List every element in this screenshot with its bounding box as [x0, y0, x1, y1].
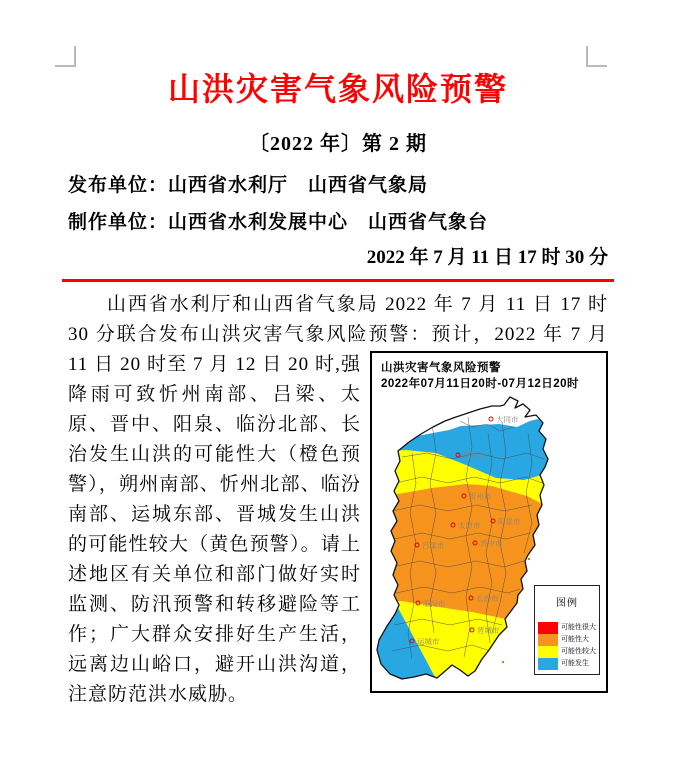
- red-divider: [62, 279, 614, 282]
- risk-map-figure: [370, 351, 608, 693]
- producer-value: 山西省水利发展中心 山西省气象台: [168, 212, 489, 233]
- city-label: 运城市: [417, 637, 440, 646]
- legend-swatch-blue: [538, 658, 558, 670]
- publisher-label: 发布单位：: [68, 175, 169, 196]
- legend-label: 可能性较大: [561, 648, 596, 655]
- city-label: 大同市: [496, 415, 519, 424]
- issue-number: 〔2022 年〕第 2 期: [249, 133, 427, 155]
- map-title: 山洪灾害气象风险预警: [381, 362, 501, 374]
- producer-line: [68, 210, 608, 236]
- city-label: 忻州市: [469, 492, 492, 501]
- text-boundary-mark-top-right: [586, 46, 607, 67]
- city-label: 临汾市: [423, 599, 446, 608]
- body-paragraph: [68, 290, 608, 710]
- city-label: 长治市: [476, 594, 499, 603]
- document-title: 山洪灾害气象风险预警: [167, 71, 508, 107]
- legend-swatch-yellow: [538, 646, 558, 658]
- map-legend: [534, 585, 600, 675]
- body-text-part2: 20 时至 7 月 12 日 20 时,强降雨可致忻州南部、吕梁、太原、晋中、阳泉、临汾北部、长治发生山洪的可能性大（橙色预警），朔州南部、忻州北部、临汾南部、运城东部、晋城发生山洪的可能性较大（黄色预警）。请上述地区有关单位和部门做好实时监测、防汛预警和转移避险等工作；广大群众安排好生产生活，远离边山峪口，避开山洪沟道，注意防范洪水威胁。: [68, 354, 361, 705]
- city-label: 阳泉市: [498, 517, 521, 526]
- legend-label: 可能发生: [561, 660, 589, 667]
- map-period: 2022年07月11日20时-07月12日20时: [381, 378, 580, 390]
- city-label: 朔州市: [463, 451, 486, 460]
- publisher-line: [68, 173, 608, 199]
- document-content: [68, 70, 608, 710]
- legend-swatch-red: [538, 622, 558, 634]
- producer-label: 制作单位：: [68, 212, 169, 233]
- issue-datetime: 2022 年 7 月 11 日 17 时 30 分: [366, 247, 608, 268]
- legend-title: 图例: [556, 598, 578, 609]
- city-label: 吕梁市: [422, 541, 445, 550]
- legend-label: 可能性很大: [561, 624, 596, 631]
- city-label: 太原市: [458, 521, 481, 530]
- legend-label: 可能性大: [561, 636, 589, 643]
- body-text-part1: 山西省水利厅和山西省气象局 2022 年 7 月 11 日 17 时 30 分联合发布山洪灾害气象风险预警：预计，2022 年 7 月 11 日: [68, 294, 608, 375]
- legend-row: [538, 658, 596, 670]
- text-boundary-mark-top-left: [55, 46, 76, 67]
- city-label: 晋城市: [477, 626, 500, 635]
- legend-swatch-orange: [538, 634, 558, 646]
- publisher-value: 山西省水利厅 山西省气象局: [168, 175, 429, 196]
- city-label: 晋中市: [480, 539, 503, 548]
